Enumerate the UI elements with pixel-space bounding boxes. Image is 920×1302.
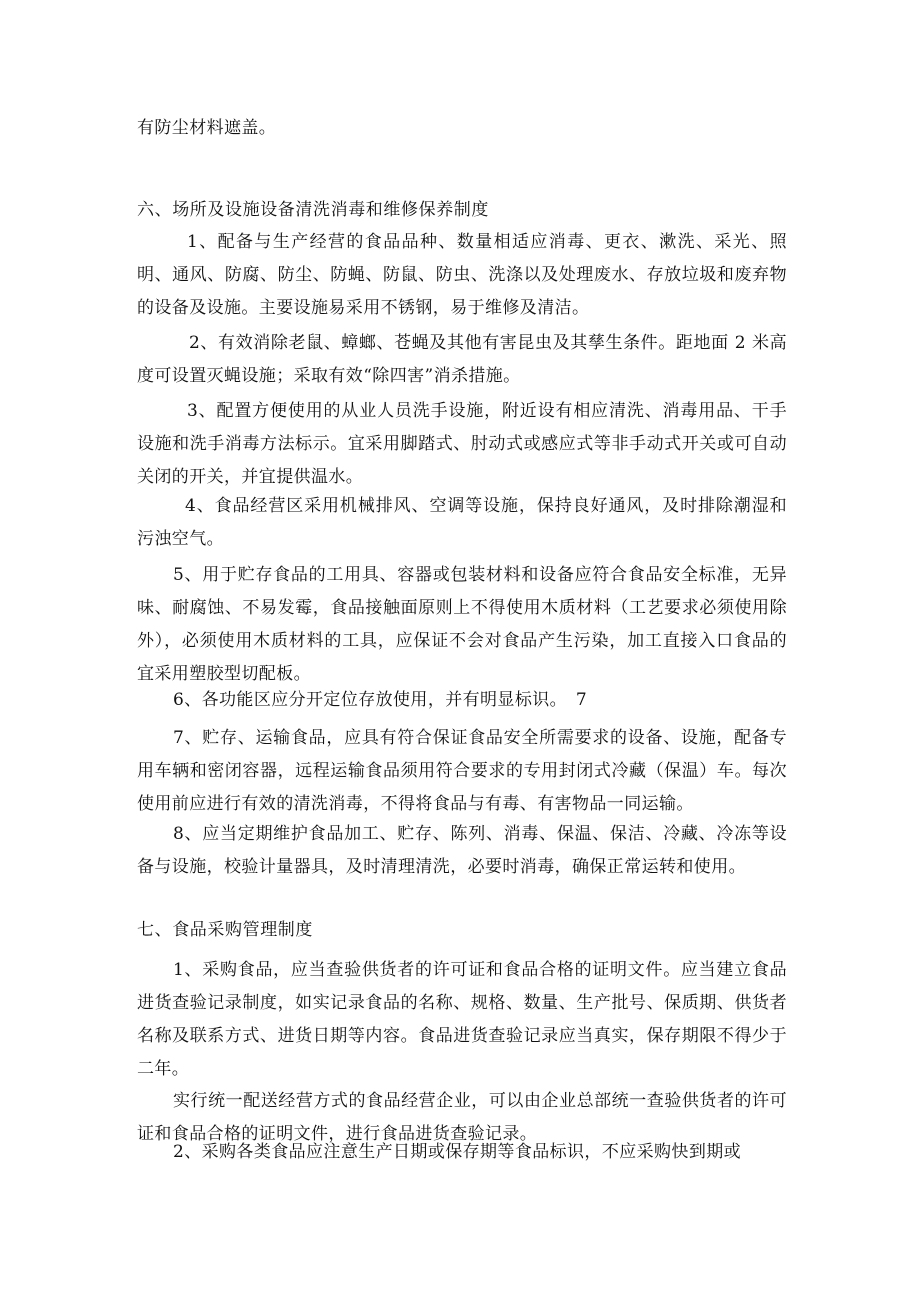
section6-item-3: 3、配置方便使用的从业人员洗手设施，附近设有相应清洗、消毒用品、干手设施和洗手消毒方法标示。宜采用脚踏式、肘动式或感应式等非手动式开关或可自动关闭的开关，并宜提供温水。 bbox=[137, 401, 787, 487]
section6-item-5: 5、用于贮存食品的工用具、容器或包装材料和设备应符合食品安全标准，无异味、耐腐蚀、不易发霉，食品接触面原则上不得使用木质材料（工艺要求必须使用除外），必须使用木质材料的工具，应保证不会对食品产生污染，加工直接入口食品的宜采用塑胶型切配板。 bbox=[137, 565, 787, 684]
section6-item-2: 2、有效消除老鼠、蟑螂、苍蝇及其他有害昆虫及其孳生条件。距地面 2 米高度可设置灭蝇设施；采取有效“除四害”消杀措施。 bbox=[137, 333, 787, 386]
section6-item-7: 7、贮存、运输食品，应具有符合保证食品安全所需要求的设备、设施，配备专用车辆和密闭容器，远程运输食品须用符合要求的专用封闭式冷藏（保温）车。每次使用前应进行有效的清洗消毒，不得将食品与有毒、有害物品一同运输。 bbox=[137, 728, 787, 814]
section-heading-6: 六、场所及设施设备清洗消毒和维修保养制度 bbox=[137, 200, 489, 220]
section-heading-7: 七、食品采购管理制度 bbox=[137, 920, 313, 940]
section7-item-2: 2、采购各类食品应注意生产日期或保存期等食品标识，不应采购快到期或 bbox=[173, 1142, 742, 1162]
section7-item-1: 1、采购食品，应当查验供货者的许可证和食品合格的证明文件。应当建立食品进货查验记录制度，如实记录食品的名称、规格、数量、生产批号、保质期、供货者名称及联系方式、进货日期等内容。食品进货查验记录应当真实，保存期限不得少于二年。 bbox=[137, 960, 787, 1079]
section6-item-1: 1、配备与生产经营的食品品种、数量相适应消毒、更衣、漱洗、采光、照明、通风、防腐、防尘、防蝇、防鼠、防虫、洗涤以及处理废水、存放垃圾和废弃物的设备及设施。主要设施易采用不锈钢，易于维修及清洁。 bbox=[137, 232, 787, 318]
section6-item-4: 4、食品经营区采用机械排风、空调等设施，保持良好通风，及时排除潮湿和污浊空气。 bbox=[137, 496, 787, 549]
section7-note: 实行统一配送经营方式的食品经营企业，可以由企业总部统一查验供货者的许可证和食品合格的证明文件，进行食品进货查验记录。 bbox=[137, 1091, 787, 1144]
paragraph-fragment: 有防尘材料遮盖。 bbox=[137, 118, 277, 138]
section6-item-8: 8、应当定期维护食品加工、贮存、陈列、消毒、保温、保洁、冷藏、冷冻等设备与设施，校验计量器具，及时清理清洗，必要时消毒，确保正常运转和使用。 bbox=[137, 824, 787, 877]
section6-item-6: 6、各功能区应分开定位存放使用，并有明显标识。 7 bbox=[173, 690, 588, 710]
